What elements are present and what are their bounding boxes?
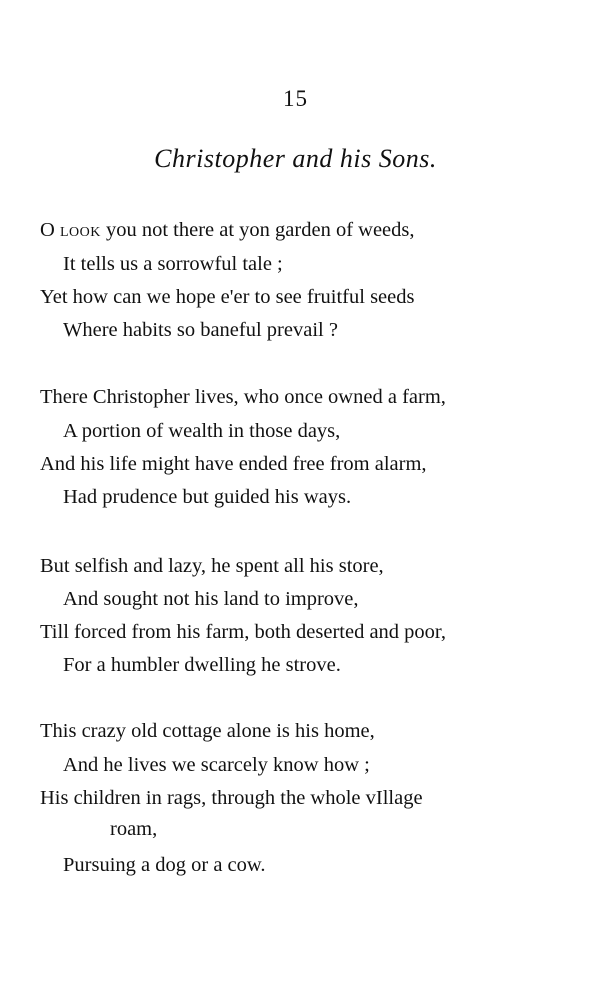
poem-title: Christopher and his Sons. (154, 144, 437, 173)
poem-line: Had prudence but guided his ways. (63, 486, 352, 508)
poem-line: Till forced from his farm, both deserted and poor, (40, 621, 447, 643)
page-number: 15 (283, 86, 308, 111)
poem-line: And his life might have ended free from alarm, (40, 453, 427, 475)
poem-line (40, 220, 415, 241)
poem-line: There Christopher lives, who once owned a farm, (40, 386, 446, 408)
line-lead-smallcaps: look (59, 219, 101, 241)
poem-line-continuation: roam, (110, 818, 158, 840)
poem-line: But selfish and lazy, he spent all his store, (40, 555, 384, 577)
line-lead: O (40, 219, 60, 241)
poem-line: His children in rags, through the whole vIllage (40, 787, 423, 809)
poem-line: Pursuing a dog or a cow. (63, 854, 266, 876)
poem-line: This crazy old cottage alone is his home, (40, 720, 375, 742)
poem-line: And he lives we scarcely know how ; (63, 754, 370, 776)
poem-line: Where habits so baneful prevail ? (63, 319, 338, 341)
line-text: you not there at yon garden of weeds, (100, 219, 415, 241)
poem-line: Yet how can we hope e'er to see fruitful seeds (40, 286, 415, 308)
poem-line: It tells us a sorrowful tale ; (63, 253, 283, 275)
poem-line: For a humbler dwelling he strove. (63, 654, 341, 676)
poem-line: And sought not his land to improve, (63, 588, 359, 610)
poem-line: A portion of wealth in those days, (63, 420, 341, 442)
